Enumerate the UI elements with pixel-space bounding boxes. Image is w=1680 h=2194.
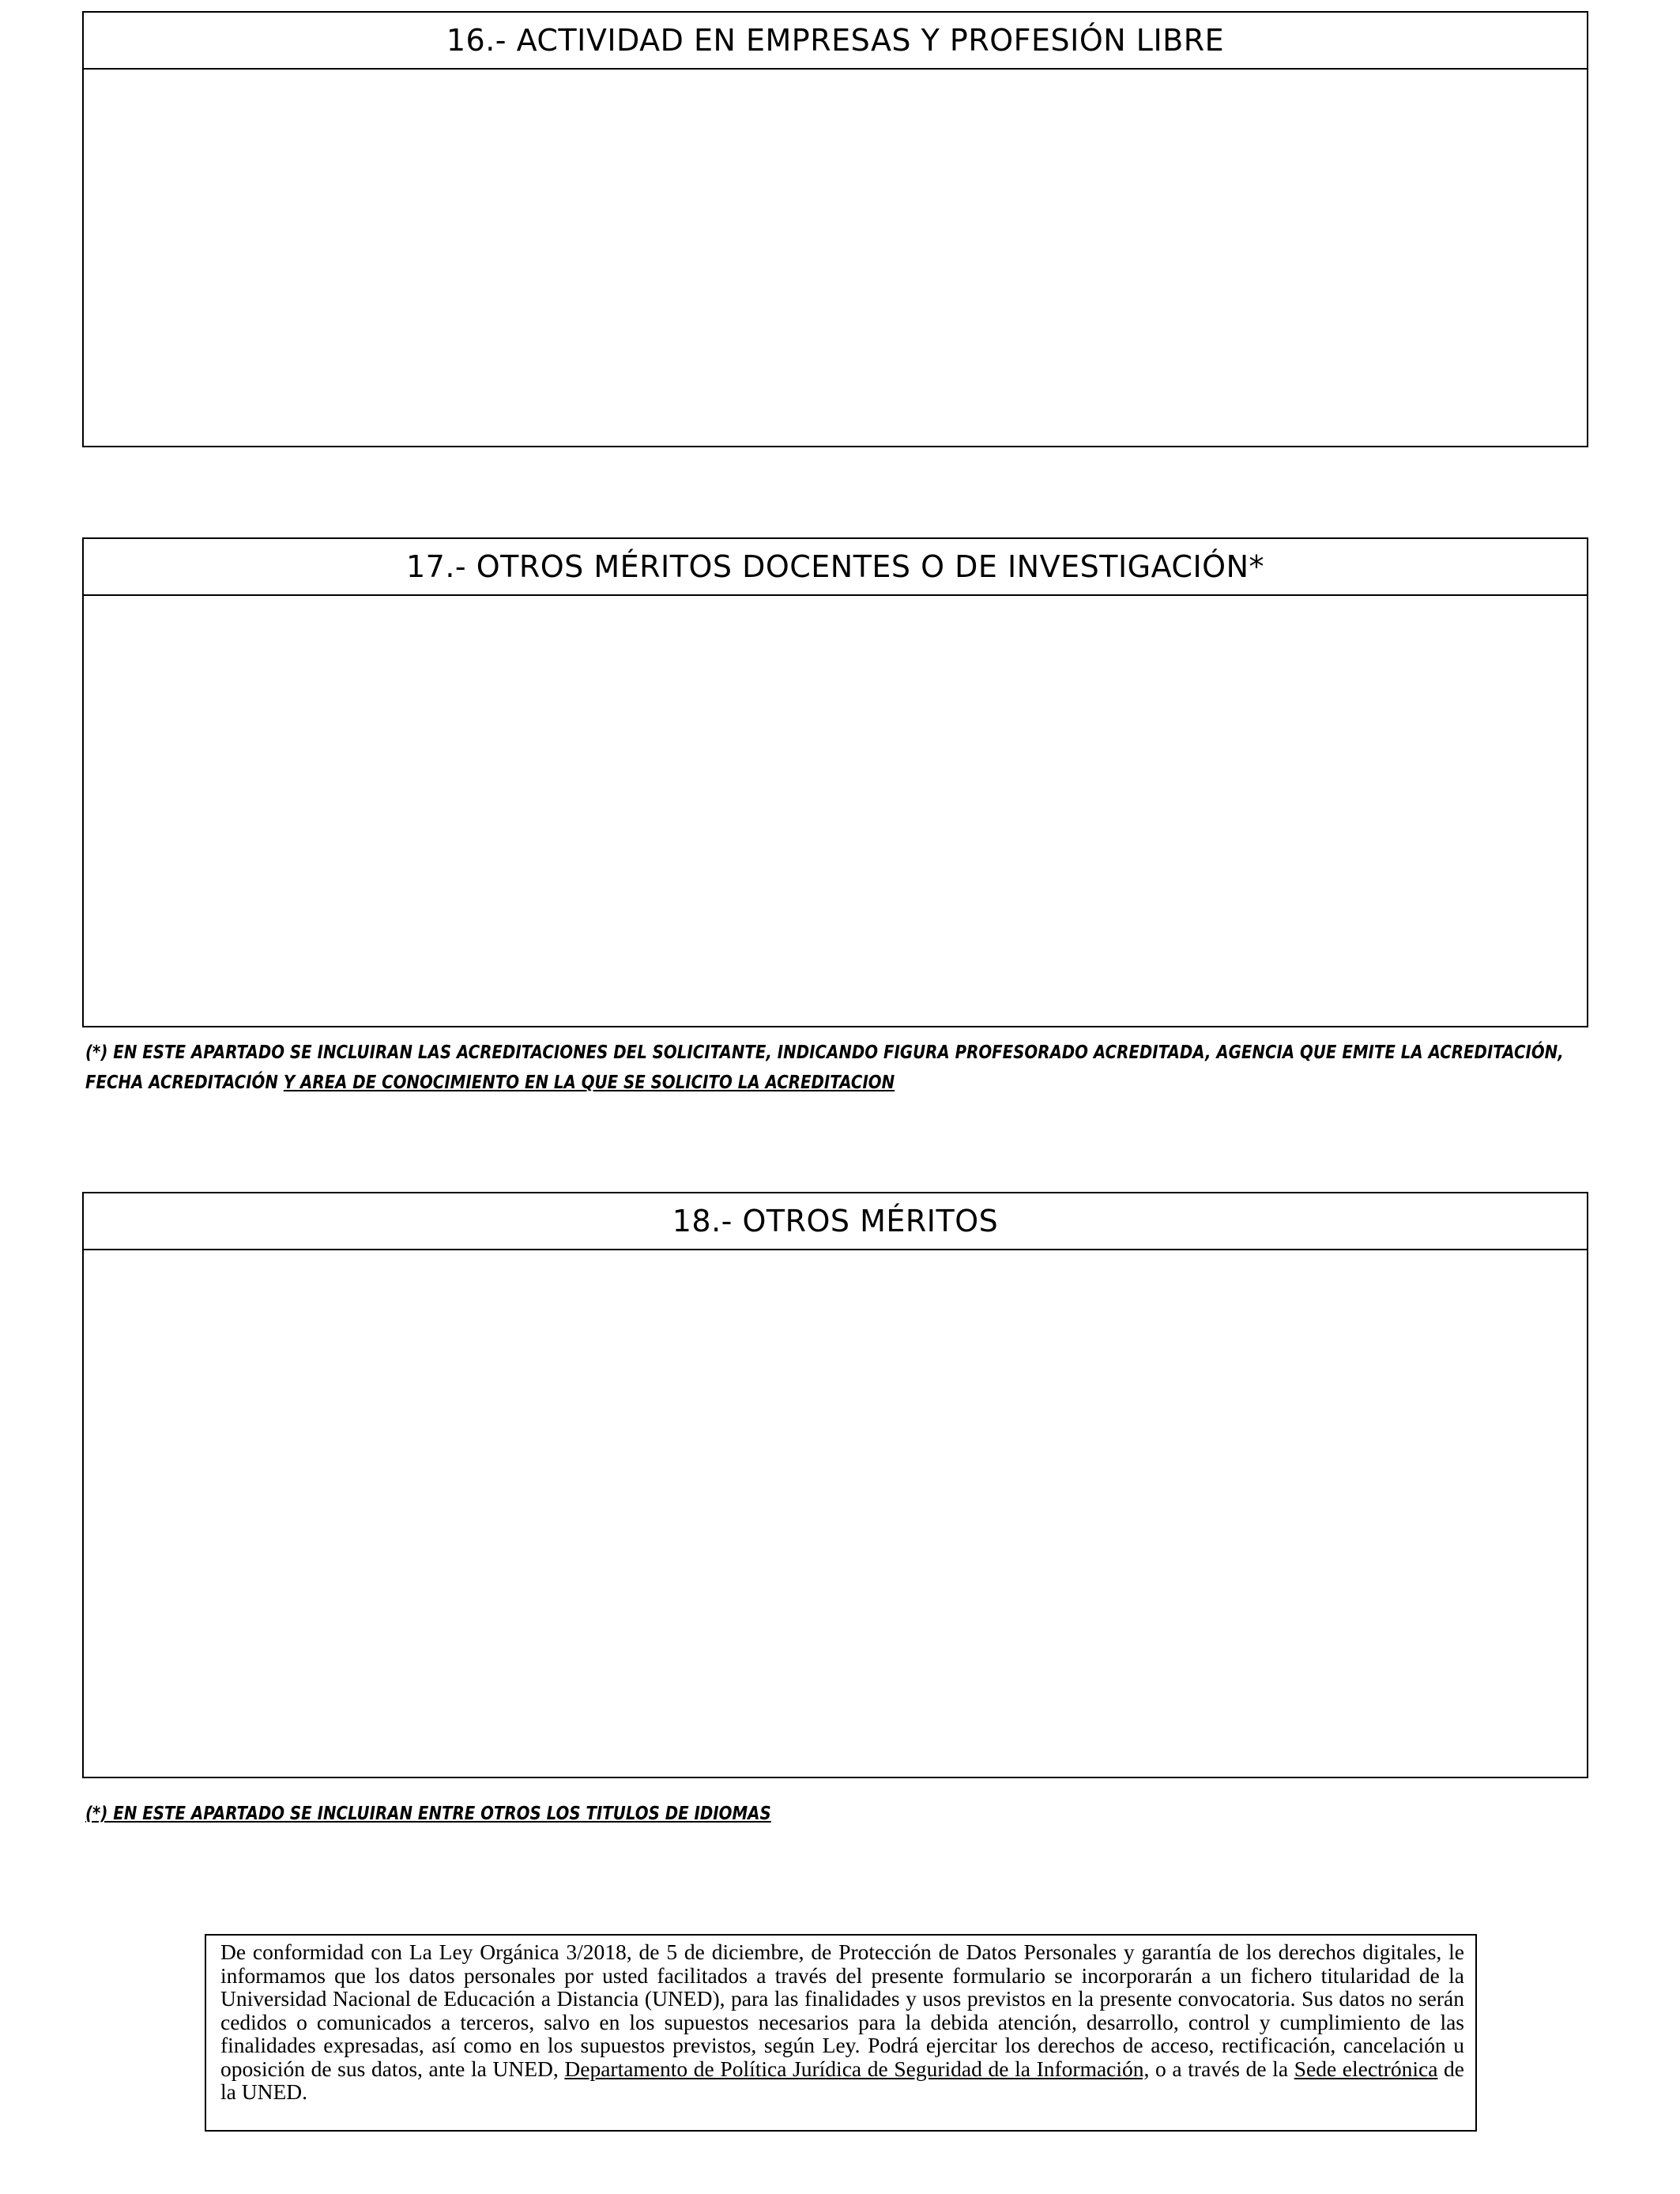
section-17-footnote	[85, 1038, 1564, 1098]
sede-electronica-link[interactable]: Sede electrónica	[1294, 2056, 1438, 2081]
section-18-box	[82, 1192, 1588, 1778]
data-protection-text-mid: o a través de la	[1149, 2056, 1294, 2081]
section-16-title: 16.- ACTIVIDAD EN EMPRESAS Y PROFESIÓN LIBRE	[84, 13, 1587, 70]
section-17-footnote-line1: (*) EN ESTE APARTADO SE INCLUIRAN LAS ACREDITACIONES DEL SOLICITANTE, INDICANDO FIGURA PROFESORADO ACREDITADA, AGENCIA QUE EMITE LA ACREDITACIÓN,	[85, 1042, 1564, 1063]
section-17-title: 17.- OTROS MÉRITOS DOCENTES O DE INVESTIGACIÓN*	[84, 539, 1587, 596]
section-18-title: 18.- OTROS MÉRITOS	[84, 1193, 1587, 1250]
section-16-box	[82, 11, 1588, 447]
data-protection-text-end: de la UNED.	[220, 2056, 1465, 2104]
section-17-footnote-line2-part2: Y AREA DE CONOCIMIENTO EN LA QUE SE SOLICITO LA ACREDITACION	[283, 1072, 895, 1093]
section-18-footnote-text: (*) EN ESTE APARTADO SE INCLUIRAN ENTRE OTROS LOS TITULOS DE IDIOMAS	[85, 1804, 771, 1824]
department-link[interactable]: Departamento de Política Jurídica de Seguridad de la Información,	[564, 2056, 1150, 2081]
data-protection-text: De conformidad con La Ley Orgánica 3/2018, de 5 de diciembre, de Protección de Datos Personales y garantía de los derechos digitales, le informamos que los datos personales por usted facilitados a través del presente formulario se incorporarán a un fichero titularidad de la Universidad Nacional de Educación a Distancia (UNED), para las finalidades y usos previstos en la presente convocatoria. Sus datos no serán cedidos o comunicados a terceros, salvo en los supuestos necesarios para la debida atención, desarrollo, control y cumplimiento de las finalidades expresadas, así como en los supuestos previstos, según Ley. Podrá ejercitar los derechos de acceso, rectificación, cancelación u oposición de sus datos, ante la UNED,	[220, 1940, 1464, 2081]
section-18-footnote	[85, 1799, 1377, 1829]
section-17-footnote-line2	[85, 1068, 1377, 1098]
section-17-footnote-line2-part1: FECHA ACREDITACIÓN	[85, 1072, 278, 1093]
data-protection-notice	[205, 1934, 1477, 2132]
section-17-box	[82, 537, 1588, 1027]
